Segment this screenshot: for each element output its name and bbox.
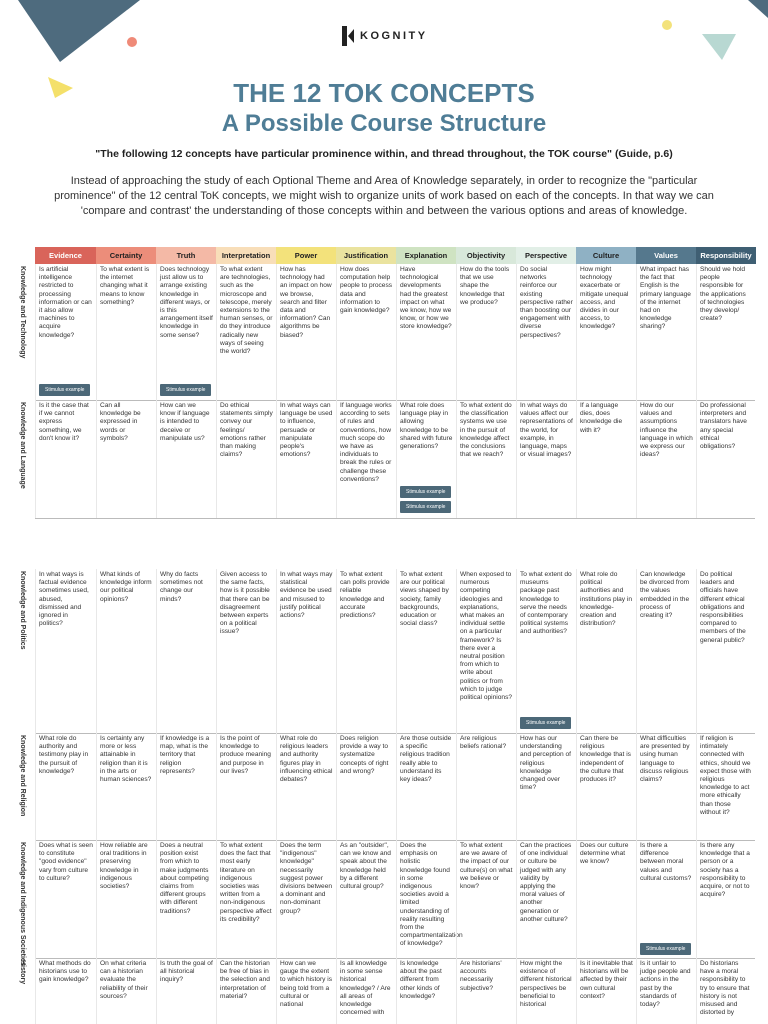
question-cell-responsibility (696, 840, 756, 958)
table-row-knowledge-and-politics (18, 569, 756, 733)
stimulus-example-button[interactable]: Stimulus example (520, 717, 571, 729)
question-text: Do ethical statements simply convey our feelings/ emotions rather than making claims? (220, 402, 273, 459)
question-text: Can there be religious knowledge that is independent of the culture that produces it? (580, 735, 631, 784)
question-text: Is all knowledge in some sense historical knowledge? / Are all areas of knowledge concerned with (340, 960, 391, 1017)
row-divider (35, 518, 755, 519)
question-cell-culture (576, 958, 636, 1024)
question-cell-evidence (35, 958, 96, 1024)
row-label-text: Knowledge and Language (19, 402, 26, 489)
row-label (18, 569, 35, 733)
question-cell-evidence (35, 733, 96, 840)
question-text: Have technological developments had the greatest impact on what we know, how we know, or how we store knowledge? (400, 266, 452, 331)
stimulus-example-button[interactable]: Stimulus example (39, 384, 90, 396)
page-subtitle: A Possible Course Structure (221, 110, 547, 137)
question-cell-justification (336, 733, 396, 840)
question-text: Is there any knowledge that a person or a society has a responsibility to acquire, or not to acquire? (700, 842, 750, 899)
question-text: To what extent are technologies, such as the microscope and telescope, merely extensions to the human senses, or do they introduce radically new ways of seeing the world? (220, 266, 273, 356)
question-cell-responsibility (696, 264, 756, 400)
question-cell-values (636, 400, 696, 518)
row-label (18, 958, 35, 1024)
row-label-text: Knowledge and Religion (19, 735, 26, 817)
question-cell-power (276, 400, 336, 518)
question-cell-evidence (35, 569, 96, 733)
column-header-truth: Truth (156, 247, 216, 264)
question-text: Is it the case that if we cannot express something, we don't know it? (39, 402, 89, 442)
question-text: How has our understanding and perception of religious knowledge changed over time? (520, 735, 571, 792)
question-text: Is it unfair to judge people and actions in the past by the standards of today? (640, 960, 691, 1009)
question-cell-certainty (96, 400, 156, 518)
question-text: Is there a difference between moral values and cultural customs? (640, 842, 692, 882)
question-cell-culture (576, 840, 636, 958)
question-cell-perspective (516, 400, 576, 518)
question-text: In what ways is factual evidence sometimes used, abused, dismissed and ignored in politics? (39, 571, 89, 628)
question-text: Is truth the goal of all historical inquiry? (160, 960, 213, 984)
question-cell-responsibility (696, 569, 756, 733)
question-cell-perspective (516, 840, 576, 958)
yellow-dot-decoration (662, 20, 672, 30)
question-text: Are religious beliefs rational? (460, 735, 507, 751)
question-cell-truth (156, 400, 216, 518)
row-label-text: Knowledge and Technology (19, 266, 26, 359)
question-text: Is artificial intelligence restricted to processing information or can it also allow machines to acquire knowledge? (39, 266, 92, 339)
navy-triangle-decoration (0, 0, 140, 70)
question-text: If knowledge is a map, what is the territory that religion represents? (160, 735, 210, 775)
question-text: Are those outside a specific religious tradition really able to understand its key ideas? (400, 735, 452, 784)
question-text: Does a neutral position exist from which to make judgments about competing claims from different groups with different traditions? (160, 842, 209, 915)
question-text: What difficulties are presented by using human language to discuss religious claims? (640, 735, 690, 784)
question-text: How does computation help people to process data and information to gain knowledge? (340, 266, 393, 315)
column-header-certainty: Certainty (96, 247, 156, 264)
table-row-knowledge-and-indigenous-societies (18, 840, 756, 966)
question-cell-culture (576, 400, 636, 518)
question-cell-truth (156, 569, 216, 733)
question-cell-culture (576, 264, 636, 400)
question-cell-perspective (516, 264, 576, 400)
question-text: In what ways can language be used to influence, persuade or manipulate people's emotions? (280, 402, 333, 459)
question-text: To what extent are our political views shaped by society, family backgrounds, education or social class? (400, 571, 449, 628)
question-text: To what extent do the classification systems we use in the pursuit of knowledge affect the conclusions that we reach? (460, 402, 512, 459)
question-cell-explanation (396, 264, 456, 400)
navy-corner-decoration (728, 0, 768, 20)
question-cell-objectivity (456, 264, 516, 400)
column-header-objectivity: Objectivity (456, 247, 516, 264)
question-text: To what extent are we aware of the impact of our culture(s) on what we believe or know? (460, 842, 513, 891)
question-cell-objectivity (456, 733, 516, 840)
column-header-power: Power (276, 247, 336, 264)
page-title: THE 12 TOK CONCEPTS (233, 78, 535, 108)
question-cell-power (276, 264, 336, 400)
question-text: Are historians' accounts necessarily subjective? (460, 960, 502, 992)
question-cell-values (636, 958, 696, 1024)
logo-text: KOGNITY (360, 30, 428, 42)
question-cell-justification (336, 840, 396, 958)
question-cell-power (276, 733, 336, 840)
question-cell-certainty (96, 264, 156, 400)
question-text: How might technology exacerbate or mitigate unequal access, and divides in our access, to knowledge? (580, 266, 629, 331)
teal-triangle-decoration (700, 30, 738, 64)
question-cell-justification (336, 400, 396, 518)
row-label (18, 733, 35, 840)
stimulus-example-button[interactable]: Stimulus example (400, 486, 451, 498)
question-cell-explanation (396, 733, 456, 840)
question-cell-explanation (396, 958, 456, 1024)
question-cell-evidence (35, 840, 96, 958)
question-cell-certainty (96, 840, 156, 958)
question-text: What impact has the fact that English is the primary language of the internet had on knowledge sharing? (640, 266, 691, 331)
question-text: Is certainty any more or less attainable in religion than it is in the arts or human sciences? (100, 735, 152, 784)
column-header-culture: Culture (576, 247, 636, 264)
question-cell-perspective (516, 958, 576, 1024)
question-cell-power (276, 569, 336, 733)
question-text: Does religion provide a way to systematize concepts of right and wrong? (340, 735, 389, 775)
stimulus-example-button[interactable]: Stimulus example (640, 943, 691, 955)
question-cell-objectivity (456, 400, 516, 518)
question-cell-truth (156, 264, 216, 400)
question-text: Do historians have a moral responsibility to try to ensure that history is not misused and distorted by (700, 960, 750, 1017)
question-text: How reliable are oral traditions in preserving knowledge in indigenous societies? (100, 842, 148, 891)
question-cell-truth (156, 733, 216, 840)
question-text: How has technology had an impact on how we browse, search and filter data and information? Can algorithms be biased? (280, 266, 332, 339)
question-text: Does our culture determine what we know? (580, 842, 629, 866)
question-cell-values (636, 264, 696, 400)
question-cell-interpretation (216, 569, 276, 733)
question-text: Does the term "indigenous" knowledge" necessarily suggest power divisions between a dominant and non-dominant group? (280, 842, 333, 915)
question-text: What kinds of knowledge inform our political opinions? (100, 571, 152, 603)
question-cell-explanation (396, 840, 463, 958)
column-header-perspective: Perspective (516, 247, 576, 264)
question-text: Does technology just allow us to arrange existing knowledge in different ways, or is this arrangement itself knowledge in some sense? (160, 266, 213, 339)
question-cell-perspective (516, 733, 576, 840)
question-text: Do social networks reinforce our existing perspective rather than boosting our engagement with diverse perspectives? (520, 266, 573, 339)
question-cell-certainty (96, 569, 156, 733)
question-cell-truth (156, 958, 216, 1024)
row-label (18, 840, 35, 966)
question-cell-values (636, 569, 696, 733)
question-cell-perspective (516, 569, 576, 733)
column-header-explanation: Explanation (396, 247, 456, 264)
question-text: To what extent can polls provide reliable knowledge and accurate predictions? (340, 571, 390, 620)
table-row-knowledge-and-technology (18, 264, 756, 400)
column-header-evidence: Evidence (35, 247, 96, 264)
question-text: To what extent is the internet changing what it means to know something? (100, 266, 150, 306)
row-label-text: History (19, 960, 26, 985)
question-text: In what ways do values affect our representations of the world, for example, in language, maps or visual images? (520, 402, 573, 459)
question-text: If religion is intimately connected with ethics, should we expect those with religious knowledge to act more ethically than those without it? (700, 735, 751, 816)
question-text: What role do political authorities and institutions play in knowledge-creation and distribution? (580, 571, 633, 628)
question-text: Is knowledge about the past different from other kinds of knowledge? (400, 960, 442, 1000)
question-cell-justification (336, 569, 396, 733)
guide-quote: "The following 12 concepts have particular prominence within, and thread throughout, the TOK course" (Guide, p.6) (95, 148, 673, 160)
row-label (18, 400, 35, 518)
question-text: Is it inevitable that historians will be affected by their own cultural context? (580, 960, 633, 1000)
question-cell-interpretation (216, 958, 276, 1024)
question-cell-power (276, 958, 336, 1024)
question-cell-responsibility (696, 733, 756, 840)
stimulus-example-button[interactable]: Stimulus example (160, 384, 211, 396)
question-text: When exposed to numerous competing ideologies and explanations, what makes an individual settle on a particular framework? Is there ever a neutral position from which to write about politics or from which to judge political opinions? (460, 571, 513, 702)
question-cell-power (276, 840, 336, 958)
kognity-mark-icon (342, 26, 354, 46)
question-text: How do the tools that we use shape the knowledge that we produce? (460, 266, 510, 306)
question-cell-justification (336, 264, 396, 400)
question-cell-interpretation (216, 400, 276, 518)
column-header-interpretation: Interpretation (216, 247, 276, 264)
intro-paragraph: Instead of approaching the study of each Optional Theme and Area of Knowledge separately, in order to recognize the "particular prominence" of the 12 central ToK concepts, we might wish to organize units of work based on each of the concepts. In that way we can 'compare and contrast' the understanding of those concepts within and between the various options and areas of knowledge. (54, 175, 714, 217)
question-text: Can the historian be free of bias in the selection and interpretation of material? (220, 960, 270, 1000)
question-cell-culture (576, 569, 636, 733)
question-text: How can we know if language is intended to deceive or manipulate us? (160, 402, 210, 442)
question-text: How do our values and assumptions influence the language in which we express our ideas? (640, 402, 693, 459)
concept-header-row (35, 247, 756, 264)
question-text: On what criteria can a historian evaluate the reliability of their sources? (100, 960, 148, 1000)
question-text: How might the existence of different historical perspectives be beneficial to historical (520, 960, 572, 1009)
question-text: What role does language play in allowing knowledge to be shared with future generations? (400, 402, 453, 451)
kognity-logo (342, 26, 428, 46)
question-text: Do professional interpreters and translators have any special ethical obligations? (700, 402, 747, 451)
question-cell-certainty (96, 733, 156, 840)
question-text: As an "outsider", can we know and speak about the knowledge held by a different cultural group? (340, 842, 391, 891)
question-text: To what extent do museums package past knowledge to serve the needs of contemporary political systems and authorities? (520, 571, 572, 636)
question-cell-explanation (396, 400, 456, 518)
question-text: Does the emphasis on holistic knowledge found in some indigenous societies avoid a limited understanding of reality resulting from the compartmentalization of knowledge? (400, 842, 463, 948)
table-row-knowledge-and-language (18, 400, 756, 518)
question-text: Can knowledge be divorced from the values embedded in the process of creating it? (640, 571, 690, 620)
question-text: Should we hold people responsible for the applications of technologies they develop/ create? (700, 266, 746, 323)
column-header-responsibility: Responsibility (696, 247, 756, 264)
question-text: What role do religious leaders and authority figures play in influencing ethical debates? (280, 735, 333, 784)
question-cell-values (636, 840, 696, 958)
table-row-knowledge-and-religion (18, 733, 756, 840)
row-label (18, 264, 35, 400)
question-text: How can we gauge the extent to which history is being told from a cultural or national (280, 960, 333, 1009)
question-text: In what ways may statistical evidence be used and misused to justify political actions? (280, 571, 333, 620)
coral-dot-decoration (127, 37, 137, 47)
column-header-justification: Justification (336, 247, 396, 264)
question-cell-responsibility (696, 958, 756, 1024)
question-cell-values (636, 733, 696, 840)
stimulus-example-button[interactable]: Stimulus example (400, 501, 451, 513)
question-text: Why do facts sometimes not change our minds? (160, 571, 203, 603)
question-text: Do political leaders and officials have different ethical obligations and responsibilities compared to members of the general public? (700, 571, 746, 644)
question-cell-interpretation (216, 840, 276, 958)
question-text: Can all knowledge be expressed in words or symbols? (100, 402, 141, 442)
row-label-text: Knowledge and Politics (19, 571, 26, 650)
question-cell-explanation (396, 569, 456, 733)
question-text: To what extent does the fact that most early literature on indigenous societies was written from a non-indigenous perspective affect its credibility? (220, 842, 272, 923)
question-text: Given access to the same facts, how is it possible that there can be disagreement between experts on a political issue? (220, 571, 270, 636)
question-text: If a language dies, does knowledge die with it? (580, 402, 623, 434)
column-header-values: Values (636, 247, 696, 264)
question-text: What role do authority and testimony play in the pursuit of knowledge? (39, 735, 89, 775)
row-label-text: Knowledge and Indigenous Societies (19, 842, 26, 966)
question-cell-objectivity (456, 569, 516, 733)
question-cell-certainty (96, 958, 156, 1024)
question-cell-interpretation (216, 264, 276, 400)
question-text: Can the practices of one individual or culture be judged with any validity by applying the moral values of another generation or another culture? (520, 842, 572, 923)
question-cell-justification (336, 958, 396, 1024)
table-row-history (18, 958, 756, 1024)
question-cell-interpretation (216, 733, 276, 840)
question-cell-objectivity (456, 840, 516, 958)
question-cell-truth (156, 840, 216, 958)
question-cell-objectivity (456, 958, 516, 1024)
question-cell-evidence (35, 400, 96, 518)
question-cell-culture (576, 733, 636, 840)
question-cell-evidence (35, 264, 96, 400)
question-text: Does what is seen to constitute "good evidence" vary from culture to culture? (39, 842, 93, 882)
question-text: Is the point of knowledge to produce meaning and purpose in our lives? (220, 735, 271, 775)
question-text: What methods do historians use to gain knowledge? (39, 960, 91, 984)
question-cell-responsibility (696, 400, 756, 518)
question-text: If language works according to sets of rules and conventions, how much scope do we have as individuals to break the rules or challenge these conventions? (340, 402, 392, 483)
